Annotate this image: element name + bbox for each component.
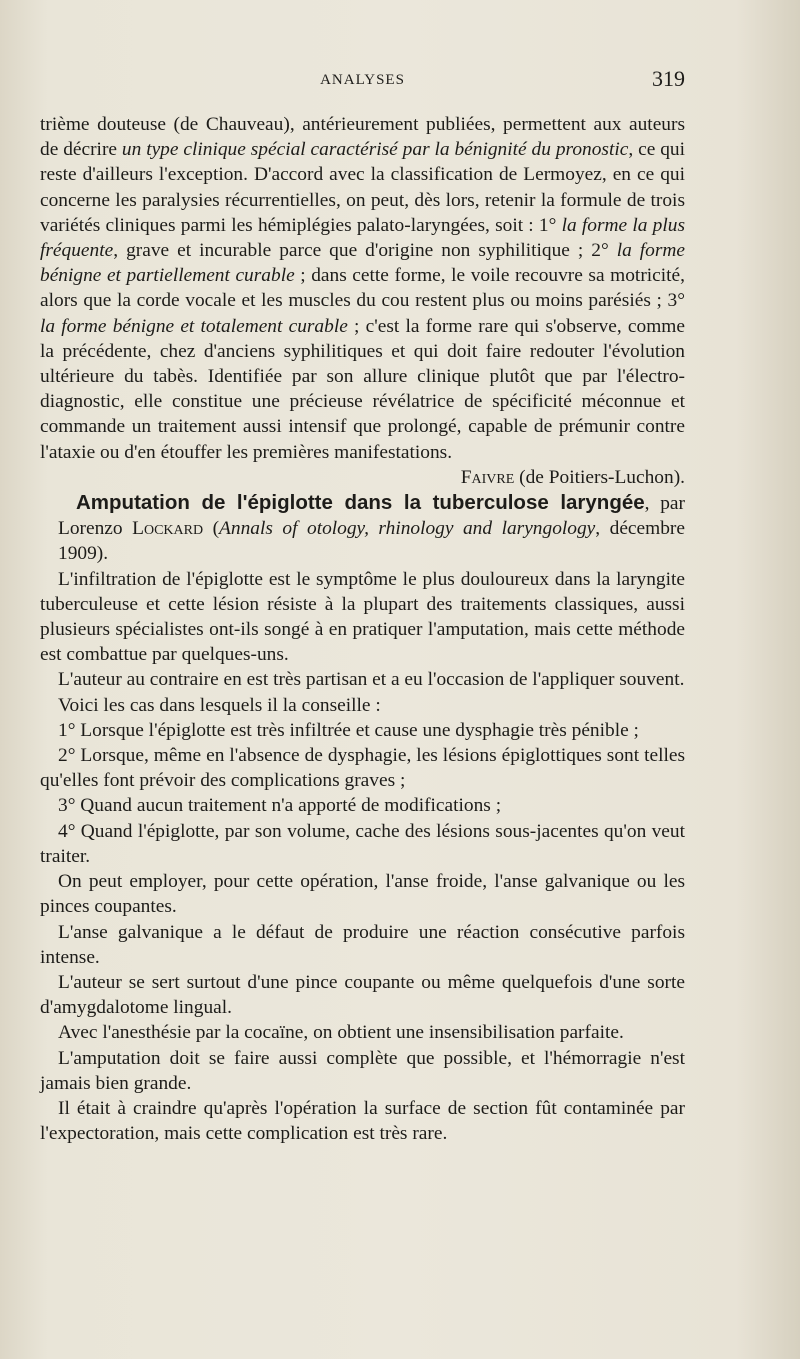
text-run: ; c'est la forme rare qui s'observe, comme la précédente, chez d'anciens syphilitiques et qui doit faire redouter l'évolution ultérieure du tabès. Identifiée par son allure clinique plutôt que par l'électro-diagnostic, elle constitue une précieuse révélatrice de spécificité méconnue et commande un traitement aussi intensif que prolongé, capable de prémunir contre l'ataxie ou d'en étouffer les premières manifestations. [40,315,685,463]
signature-name: Faivre [460,466,515,488]
review-date: , décembre 1909). [58,518,685,565]
italic-phrase: la forme bénigne et totalement curable [40,315,348,337]
italic-phrase: la forme bénigne et partiellement curable [40,240,686,287]
text-run: , par Lorenzo [58,493,685,540]
body-paragraph: Voici les cas dans lesquels il la conseille : [58,694,381,716]
page-header [40,64,685,94]
body-paragraph: L'auteur se sert surtout d'une pince coupante ou même quelquefois d'une sorte d'amygdalotome lingual. [40,971,685,1019]
text-run: trième douteuse (de Chauveau), antérieurement publiées, permettent aux auteurs de décrire [40,114,685,161]
body-paragraph: Avec l'anesthésie par la cocaïne, on obtient une insensibilisation parfaite. [58,1022,624,1044]
review-continuation-paragraph [40,112,685,490]
body-paragraph: 2° Lorsque, même en l'absence de dysphagie, les lésions épiglottiques sont telles qu'elles font prévoir des complications graves ; [40,745,685,792]
signature-place: (de Poitiers-Luchon). [514,466,685,488]
text-run: , grave et incurable parce que d'origine non syphilitique ; 2° [113,240,617,262]
review-signature [40,465,685,490]
italic-phrase: la forme la plus fréquente [40,214,685,262]
text-run: ; dans cette forme, le voile recouvre sa motricité, alors que la corde vocale et les muscles du cou restent plus ou moins parésiés ; 3° [40,265,685,312]
body-paragraph: On peut employer, pour cette opération, l'anse froide, l'anse galvanique ou les pinces coupantes. [40,871,685,918]
running-title: ANALYSES [320,72,405,88]
body-paragraph: L'infiltration de l'épiglotte est le symptôme le plus douloureux dans la laryngite tuberculeuse et cette lésion résiste à la plupart des traitements classiques, aussi plusieurs spécialistes ont-ils songé à en pratiquer l'amputation, mais cette méthode est combattue par quelques-uns. [40,568,685,666]
review-source: Annals of otology, rhinology and laryngology [219,518,596,540]
body-paragraph: L'auteur au contraire en est très partisan et a eu l'occasion de l'appliquer souvent. [58,669,685,691]
body-paragraph: Il était à craindre qu'après l'opération la surface de section fût contaminée par l'expectoration, mais cette complication est très rare. [40,1097,685,1145]
body-paragraph: 3° Quand aucun traitement n'a apporté de modifications ; [58,795,502,817]
page-number: 319 [652,66,685,91]
page-body [40,112,685,1146]
body-paragraph: L'anse galvanique a le défaut de produire une réaction consécutive parfois intense. [40,921,685,968]
review-title: Amputation de l'épiglotte dans la tuberculose laryngée [76,491,645,515]
text-run: ( [203,518,220,540]
body-paragraph: 4° Quand l'épiglotte, par son volume, cache des lésions sous-jacentes qu'on veut traiter. [40,820,685,867]
body-paragraph: L'amputation doit se faire aussi complète que possible, et l'hémorragie n'est jamais bien grande. [40,1047,685,1094]
review-heading [40,490,685,567]
italic-phrase: un type clinique spécial caractérisé par la bénignité du pronostic [121,139,629,161]
body-paragraph: 1° Lorsque l'épiglotte est très infiltrée et cause une dysphagie très pénible ; [58,719,639,741]
review-author: Lockard [132,518,204,540]
text-run: , ce qui reste d'ailleurs l'exception. D'accord avec la classification de Lermoyez, en ce qui concerne les paralysies récurrentielles, on peut, dès lors, retenir la formule de trois variétés cliniques parmi les hémiplégies palato-laryngées, soit : 1° [40,139,685,236]
